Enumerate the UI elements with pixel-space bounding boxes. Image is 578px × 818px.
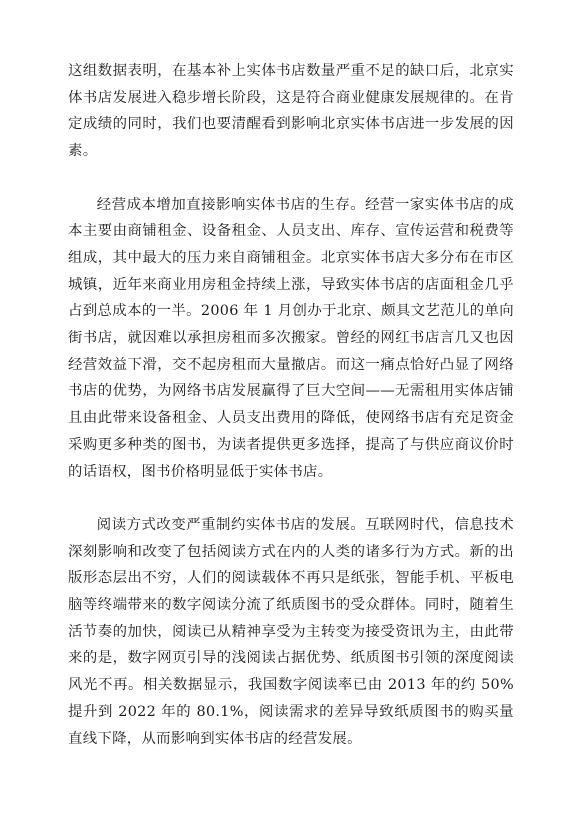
paragraph-operating-costs: 经营成本增加直接影响实体书店的生存。经营一家实体书店的成本主要由商铺租金、设备租金、人员支出、库存、宣传运营和税费等组成，其中最大的压力来自商铺租金。北京实体书店大多分布在市区城镇，近年来商业用房租金持续上涨，导致实体书店的店面租金几乎占到总成本的一半。2006 年 1 月创办于北京、颇具文艺范儿的单向街书店，就因难以承担房租而多次搬家。曾经的网红书店言几又也因经营效益下滑，交不起房租而大量撤店。而这一痛点恰好凸显了网络书店的优势，为网络书店发展赢得了巨大空间——无需租用实体店铺且由此带来设备租金、人员支出费用的降低，使网络书店有充足资金采购更多种类的图书，为读者提供更多选择，提高了与供应商议价时的话语权，图书价格明显低于实体书店。: [68, 196, 514, 480]
document-body: [68, 58, 514, 752]
paragraph-reading-habits: 阅读方式改变严重制约实体书店的发展。互联网时代，信息技术深刻影响和改变了包括阅读方式在内的人类的诸多行为方式。新的出版形态层出不穷，人们的阅读载体不再只是纸张，智能手机、平板电脑等终端带来的数字阅读分流了纸质图书的受众群体。同时，随着生活节奏的加快，阅读已从精神享受为主转变为接受资讯为主，由此带来的是，数字网页引导的浅阅读占据优势、纸质图书引领的深度阅读风光不再。相关数据显示，我国数字阅读率已由 2013 年的约 50%提升到 2022 年的 80.1%，阅读需求的差异导致纸质图书的购买量直线下降，从而影响到实体书店的经营发展。: [68, 516, 514, 747]
paragraph-intro-continuation: 这组数据表明，在基本补上实体书店数量严重不足的缺口后，北京实体书店发展进入稳步增长阶段，这是符合商业健康发展规律的。在肯定成绩的同时，我们也要清醒看到影响北京实体书店进一步发展的因素。: [68, 63, 514, 160]
